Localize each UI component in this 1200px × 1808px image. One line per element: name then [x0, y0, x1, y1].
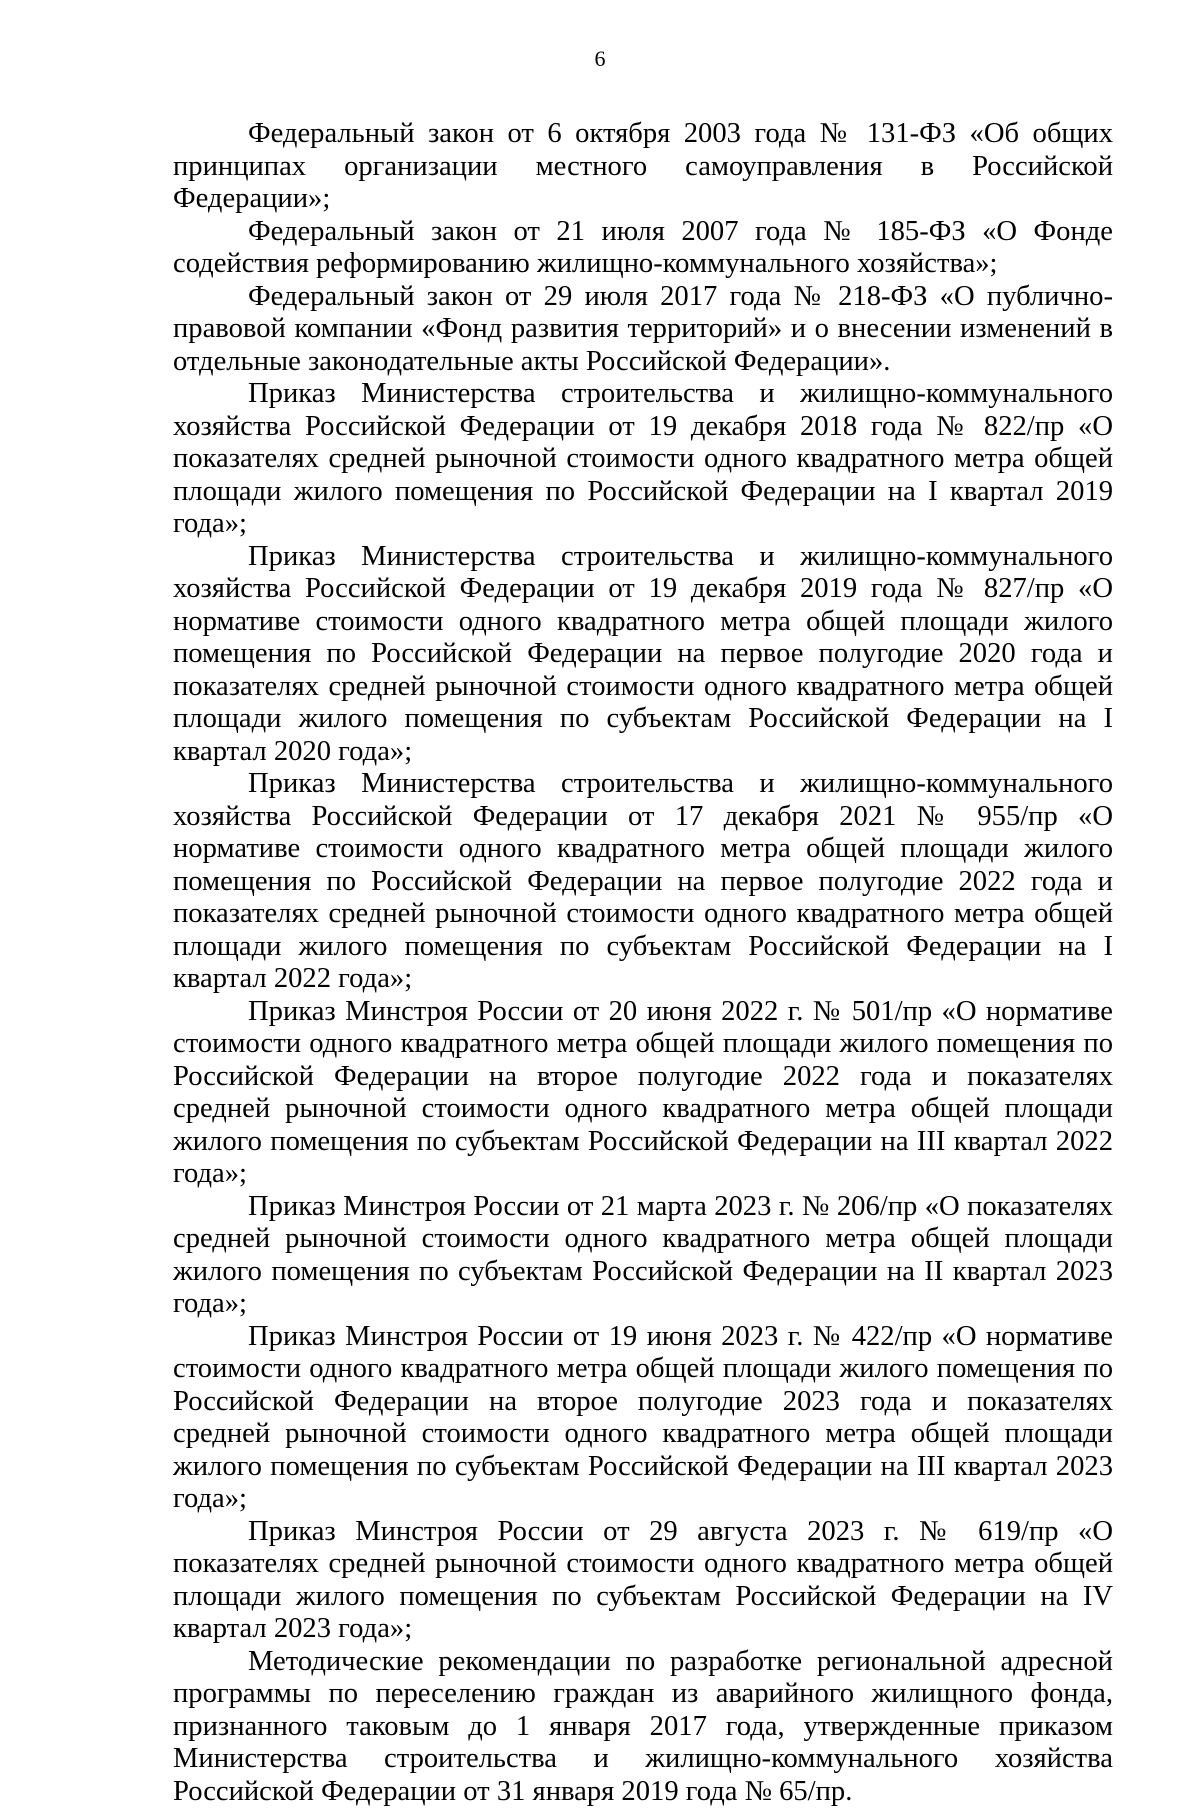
- paragraph-fz-185: Федеральный закон от 21 июля 2007 года № 185-ФЗ «О Фонде содействия реформированию жилищно-коммунального хозяйства»;: [173, 216, 1113, 281]
- paragraph-order-206: Приказ Минстроя России от 21 марта 2023 г. № 206/пр «О показателях средней рыночной стоимости одного квадратного метра общей площади жилого помещения по субъектам Российской Федерации на II квартал 2023 года»;: [173, 1191, 1113, 1321]
- paragraph-fz-218: Федеральный закон от 29 июля 2017 года № 218-ФЗ «О публично-правовой компании «Фонд развития территорий» и о внесении изменений в отдельные законодательные акты Российской Федерации».: [173, 281, 1113, 379]
- paragraph-methodical-recommendations: Методические рекомендации по разработке региональной адресной программы по переселению граждан из аварийного жилищного фонда, признанного таковым до 1 января 2017 года, утвержденные приказом Министерства строительства и жилищно-коммунального хозяйства Российской Федерации от 31 января 2019 года № 65/пр.: [173, 1646, 1113, 1808]
- paragraph-order-822: Приказ Министерства строительства и жилищно-коммунального хозяйства Российской Федерации от 19 декабря 2018 года № 822/пр «О показателях средней рыночной стоимости одного квадратного метра общей площади жилого помещения по Российской Федерации на I квартал 2019 года»;: [173, 378, 1113, 541]
- paragraph-order-619: Приказ Минстроя России от 29 августа 2023 г. № 619/пр «О показателях средней рыночной стоимости одного квадратного метра общей площади жилого помещения по субъектам Российской Федерации на IV квартал 2023 года»;: [173, 1516, 1113, 1646]
- paragraph-order-501: Приказ Минстроя России от 20 июня 2022 г. № 501/пр «О нормативе стоимости одного квадратного метра общей площади жилого помещения по Российской Федерации на второе полугодие 2022 года и показателях средней рыночной стоимости одного квадратного метра общей площади жилого помещения по субъектам Российской Федерации на III квартал 2022 года»;: [173, 996, 1113, 1191]
- document-body: [173, 118, 1113, 1808]
- paragraph-order-422: Приказ Минстроя России от 19 июня 2023 г. № 422/пр «О нормативе стоимости одного квадратного метра общей площади жилого помещения по Российской Федерации на второе полугодие 2023 года и показателях средней рыночной стоимости одного квадратного метра общей площади жилого помещения по субъектам Российской Федерации на III квартал 2023 года»;: [173, 1321, 1113, 1516]
- paragraph-order-955: Приказ Министерства строительства и жилищно-коммунального хозяйства Российской Федерации от 17 декабря 2021 № 955/пр «О нормативе стоимости одного квадратного метра общей площади жилого помещения по Российской Федерации на первое полугодие 2022 года и показателях средней рыночной стоимости одного квадратного метра общей площади жилого помещения по субъектам Российской Федерации на I квартал 2022 года»;: [173, 768, 1113, 996]
- paragraph-fz-131: Федеральный закон от 6 октября 2003 года № 131-ФЗ «Об общих принципах организации местного самоуправления в Российской Федерации»;: [173, 118, 1113, 216]
- page-number: 6: [0, 46, 1200, 72]
- paragraph-order-827: Приказ Министерства строительства и жилищно-коммунального хозяйства Российской Федерации от 19 декабря 2019 года № 827/пр «О нормативе стоимости одного квадратного метра общей площади жилого помещения по Российской Федерации на первое полугодие 2020 года и показателях средней рыночной стоимости одного квадратного метра общей площади жилого помещения по субъектам Российской Федерации на I квартал 2020 года»;: [173, 541, 1113, 769]
